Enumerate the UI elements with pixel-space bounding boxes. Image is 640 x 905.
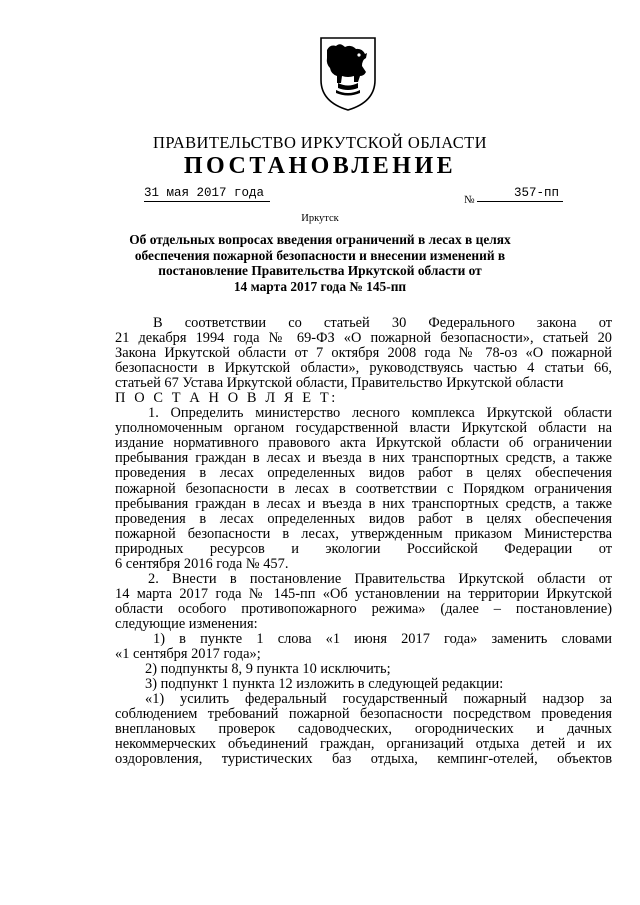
decree-subject [80, 232, 560, 294]
decree-number: 357-пп [477, 186, 563, 202]
body-line: области особого противопожарного режима» (далее – постановление) [115, 600, 612, 617]
body-line: соблюдением требований пожарной безопасности посредством проведения [115, 706, 612, 723]
body-line: «1 сентября 2017 года»; [115, 646, 261, 663]
body-line: пожарной безопасности в лесах, утвержденным приказом Министерства [115, 525, 612, 542]
body-line: уполномоченным органом государственной власти Иркутской области на [115, 420, 612, 437]
body-line: 2. Внести в постановление Правительства Иркутской области от [148, 570, 612, 587]
body-line: безопасности в Иркутской области», руководствуясь частью 4 статьи 66, [115, 360, 612, 377]
body-line: «1) усилить федеральный государственный пожарный надзор за [145, 691, 612, 708]
subject-line: 14 марта 2017 года № 145-пп [233, 278, 407, 294]
coat-of-arms-icon [318, 36, 378, 112]
body-line: В соответствии со статьей 30 Федерального закона от [153, 315, 612, 331]
body-line: 1. Определить министерство лесного комплекса Иркутской области [148, 405, 612, 422]
body-line: 3) подпункт 1 пункта 12 изложить в следующей редакции: [145, 676, 504, 693]
body-line: внеплановых проверок садоводческих, огороднических и дачных [115, 721, 612, 738]
body-line: следующие изменения: [115, 615, 258, 632]
subject-line: постановление Правительства Иркутской области от [158, 263, 482, 279]
document-type: ПОСТАНОВЛЕНИЕ [183, 153, 457, 179]
government-name: ПРАВИТЕЛЬСТВО ИРКУТСКОЙ ОБЛАСТИ [153, 133, 487, 152]
decree-body [115, 316, 612, 767]
body-line: пребывания граждан в лесах и въезда в них транспортных средств, а также [115, 495, 612, 512]
decree-date: 31 мая 2017 года [144, 186, 270, 202]
body-line: Закона Иркутской области от 7 октября 2008 года № 78-оз «О пожарной [115, 345, 612, 362]
body-line: оздоровления, туристических баз отдыха, кемпинг-отелей, объектов [115, 751, 612, 768]
body-line: статьей 67 Устава Иркутской области, Правительство Иркутской области [115, 375, 564, 392]
body-line: природных ресурсов и экологии Российской Федерации от [115, 540, 612, 557]
body-line: издание нормативного правового акта Иркутской области об ограничении [115, 435, 612, 452]
subject-line: Об отдельных вопросах введения ограничений в лесах в целях [129, 232, 511, 247]
body-line: 1) в пункте 1 слова «1 июня 2017 года» заменить словами [153, 630, 612, 647]
body-line: некоммерческих объединений граждан, организаций отдыха детей и их [115, 736, 612, 753]
body-line: пожарной безопасности в лесах в соответствии с Порядком ограничения [115, 480, 612, 497]
number-sign: № [464, 194, 475, 206]
body-line: проведения в лесах определенных видов работ в целях обеспечения [115, 465, 612, 482]
subject-line: обеспечения пожарной безопасности и внесении изменений в [134, 247, 506, 263]
body-line: пребывания граждан в лесах и въезда в них транспортных средств, а также [115, 450, 612, 467]
body-line: проведения в лесах определенных видов работ в целях обеспечения [115, 510, 612, 527]
body-line: 21 декабря 1994 года № 69-ФЗ «О пожарной безопасности», статьей 20 [115, 330, 612, 347]
city: Иркутск [301, 213, 339, 224]
body-line: 6 сентября 2016 года № 457. [115, 555, 289, 572]
body-line: 2) подпункты 8, 9 пункта 10 исключить; [145, 661, 391, 678]
resolves-word: П О С Т А Н О В Л Я Е Т: [115, 390, 338, 407]
body-line: 14 марта 2017 года № 145-пп «Об установлении на территории Иркутской [115, 585, 612, 602]
